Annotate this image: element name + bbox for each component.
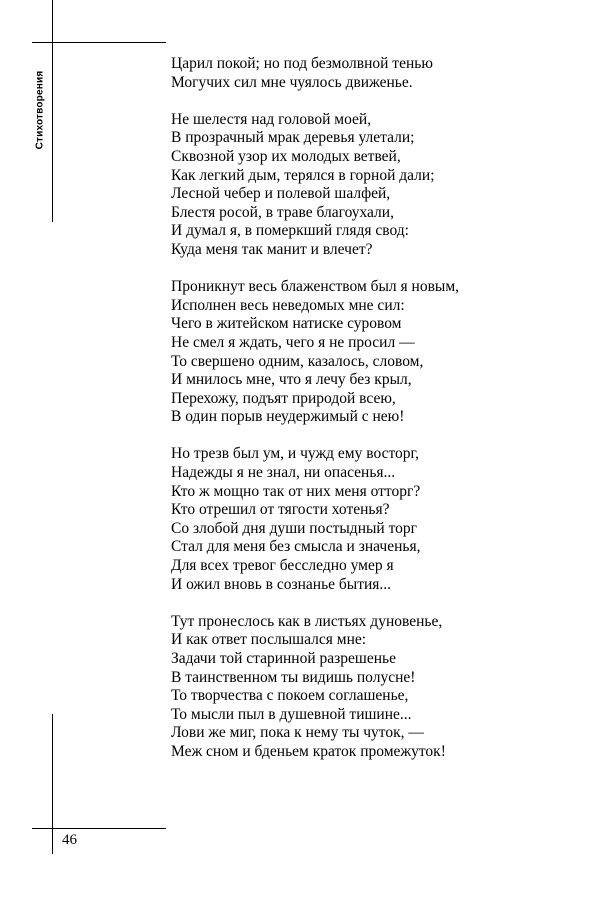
poem-line: Исполнен весь неведомых мне сил: <box>171 296 405 314</box>
poem-line: Со злобой дня души постыдный торг <box>171 519 417 537</box>
poem-line: Тут пронеслось как в листьях дуновенье, <box>171 612 443 630</box>
poem-line: Перехожу, подъят природой всею, <box>171 389 396 407</box>
poem-line: Задачи той старинной разрешенье <box>171 650 396 667</box>
poem-line: Кто ж мощно так от них меня отторг? <box>171 482 421 500</box>
poem-line: Кто отрешил от тягости хотенья? <box>171 501 390 519</box>
poem-line: Чего в житейском натиске суровом <box>171 315 402 333</box>
poem-line: И ожил вновь в сознанье бытия... <box>171 575 392 593</box>
poem-line: Лесной чебер и полевой шалфей, <box>171 185 391 203</box>
poem-line: То творчества с покоем соглашенье, <box>171 687 409 705</box>
poem-line: Надежды я не знал, ни опасенья... <box>171 464 396 482</box>
poem-line: Царил покой; но под безмолвной тенью <box>171 55 433 72</box>
running-section-title: Стихотворения <box>34 70 46 150</box>
page-number: 46 <box>62 832 77 848</box>
poem-line: Меж сном и бденьем краток промежуток! <box>171 742 446 760</box>
poem-line: Куда меня так манит и влечет? <box>171 240 373 258</box>
poem-line: Блестя росой, в траве благоухали, <box>171 203 394 221</box>
poem-line: В один порыв неудержимый с нею! <box>171 408 405 426</box>
poem-line: Сквозной узор их молодых ветвей, <box>171 147 401 165</box>
poem-line: Не смел я ждать, чего я не просил — <box>171 333 415 351</box>
poem-line: Лови же миг, пока к нему ты чуток, — <box>171 724 424 742</box>
poem-line: Стал для меня без смысла и значенья, <box>171 538 421 556</box>
poem-line: И думал я, в померкший глядя свод: <box>171 222 409 240</box>
poem-line: И как ответ послышался мне: <box>171 631 367 649</box>
margin-rule-vertical-top <box>52 0 53 222</box>
poem-line: Как легкий дым, терялся в горной дали; <box>171 166 435 184</box>
margin-rule-vertical-bottom <box>52 714 53 854</box>
margin-rule-horizontal-bottom <box>32 828 166 829</box>
poem-line: Для всех тревог бесследно умер я <box>171 557 394 575</box>
poem-line: Проникнут весь блаженством был я новым, <box>171 278 459 296</box>
poem-body <box>171 55 459 762</box>
poem-line: В прозрачный мрак деревья улетали; <box>171 129 415 147</box>
poem-line: Но трезв был ум, и чужд ему восторг, <box>171 445 420 463</box>
stanza <box>171 445 459 594</box>
poem-line: И мнилось мне, что я лечу без крыл, <box>171 371 412 389</box>
poem-line: То мысли пыл в душевной тишине... <box>171 705 412 723</box>
stanza <box>171 55 459 92</box>
stanza <box>171 111 459 260</box>
poem-line: В таинственном ты видишь полусне! <box>171 668 416 686</box>
stanza <box>171 278 459 427</box>
margin-rule-horizontal-top <box>32 42 166 43</box>
poem-line: Не шелестя над головой моей, <box>171 110 372 128</box>
poem-line: То свершено одним, казалось, словом, <box>171 352 424 370</box>
stanza <box>171 613 459 762</box>
poem-line: Могучих сил мне чуялось движенье. <box>171 73 413 91</box>
